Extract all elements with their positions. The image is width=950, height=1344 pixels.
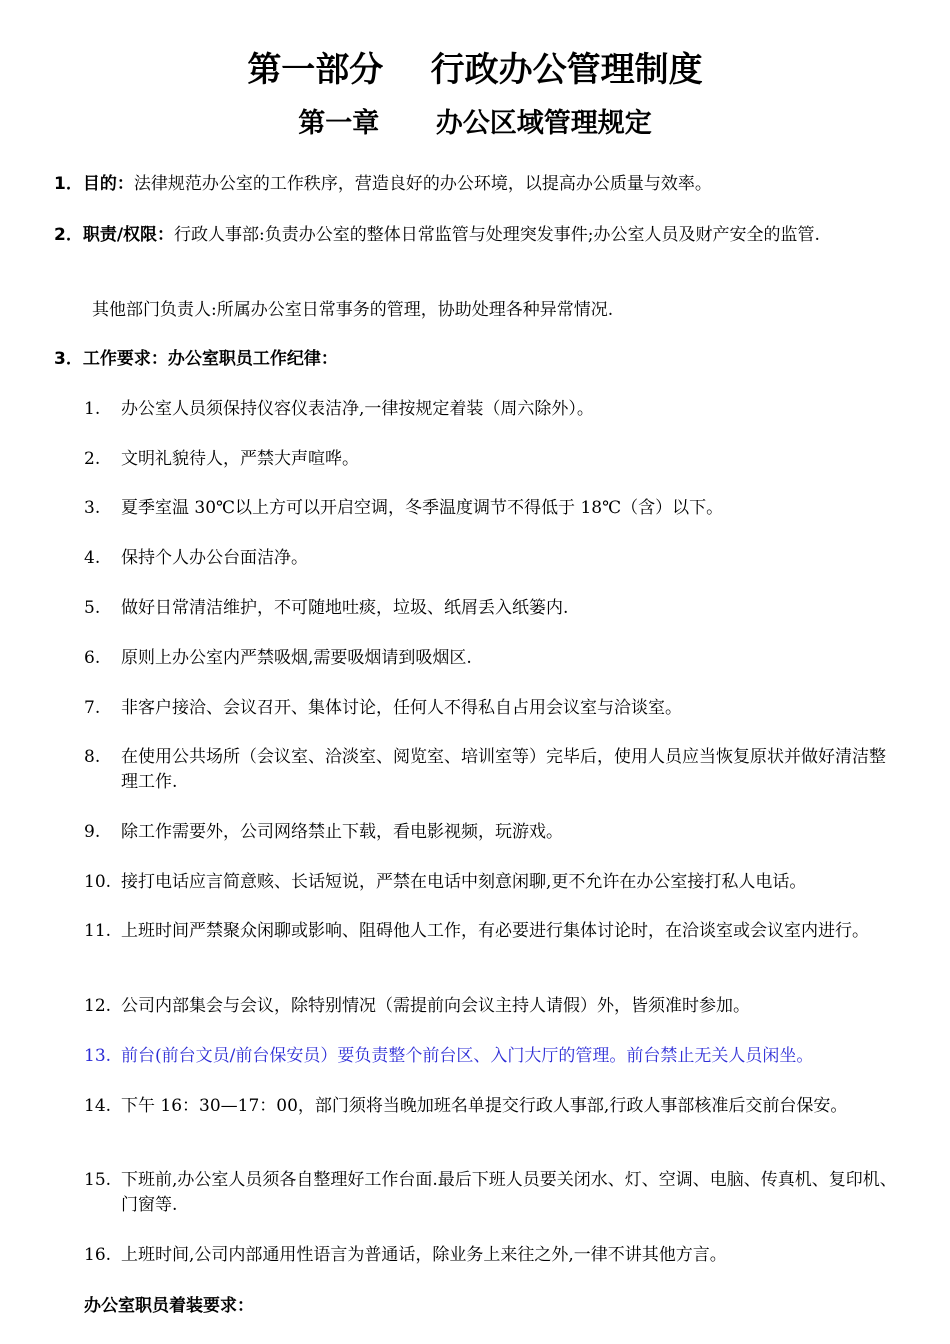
list-item-text: 除工作需要外，公司网络禁止下载，看电影视频，玩游戏。: [121, 822, 563, 842]
list-item-text: 做好日常清洁维护，不可随地吐痰，垃圾、纸屑丢入纸篓内.: [121, 598, 569, 618]
list-item-text: 上班时间,公司内部通用性语言为普通话，除业务上来往之外,一律不讲其他方言。: [121, 1245, 727, 1265]
list-item-number: 13.: [84, 1046, 112, 1066]
purpose-paragraph: [54, 172, 900, 197]
list-item: [84, 447, 900, 472]
list-item: [84, 496, 900, 521]
requirements-heading: 3．工作要求：办公室职员工作纪律：: [54, 349, 338, 369]
duties-text: 行政人事部:负责办公室的整体日常监管与处理突发事件;办公室人员及财产安全的监管.: [174, 225, 820, 245]
part-title: 第一部分 行政办公管理制度: [247, 50, 703, 90]
purpose-text: 法律规范办公室的工作秩序，营造良好的办公环境，以提高办公质量与效率。: [133, 174, 712, 194]
chapter-title: 第一章 办公区域管理规定: [298, 108, 652, 139]
list-item-number: 11.: [84, 921, 112, 941]
list-item-number: 7.: [84, 698, 101, 718]
dress-code-heading: 办公室职员着装要求：: [84, 1296, 254, 1316]
list-item-number: 15.: [84, 1170, 112, 1190]
purpose-label: 1．目的：: [54, 174, 134, 194]
list-item-text: 保持个人办公台面洁净。: [121, 548, 308, 568]
list-item-number: 8.: [84, 747, 101, 767]
list-item: [84, 745, 900, 795]
list-item-number: 2.: [84, 449, 101, 469]
list-item-text: 上班时间严禁聚众闲聊或影响、阻碍他人工作，有必要进行集体讨论时，在洽谈室或会议室内进行。: [121, 921, 869, 941]
list-item-number: 16.: [84, 1245, 112, 1265]
list-item-text: 接打电话应言简意赅、长话短说，严禁在电话中刻意闲聊,更不允许在办公室接打私人电话。: [121, 872, 807, 892]
list-item: [84, 696, 900, 721]
list-item: [84, 596, 900, 621]
list-item-number: 12.: [84, 996, 112, 1016]
list-item-number: 1.: [84, 399, 101, 419]
list-item-text: 下班前,办公室人员须各自整理好工作台面.最后下班人员要关闭水、灯、空调、电脑、传真机、复印机、门窗等.: [121, 1170, 897, 1215]
list-item-highlighted: [84, 1044, 900, 1069]
list-item-text: 非客户接洽、会议召开、集体讨论，任何人不得私自占用会议室与洽谈室。: [121, 698, 682, 718]
list-item-number: 14.: [84, 1096, 112, 1116]
list-item-text: 文明礼貌待人，严禁大声喧哗。: [121, 449, 359, 469]
list-item-number: 9.: [84, 822, 101, 842]
list-item: [84, 870, 900, 895]
list-item-text: 公司内部集会与会议，除特别情况（需提前向会议主持人请假）外，皆须准时参加。: [121, 996, 750, 1016]
list-item-text: 下午 16：30—17：00，部门须将当晚加班名单提交行政人事部,行政人事部核准后交前台保安。: [121, 1096, 848, 1116]
list-item: [84, 919, 900, 944]
list-item: [84, 646, 900, 671]
list-item: [84, 1168, 900, 1218]
list-item: [84, 820, 900, 845]
list-item: [84, 397, 900, 422]
list-item-text: 办公室人员须保持仪容仪表洁净,一律按规定着装（周六除外）。: [121, 399, 594, 419]
list-item: [84, 546, 900, 571]
list-item: [84, 1243, 900, 1268]
list-item-text: 前台(前台文员/前台保安员）要负责整个前台区、入门大厅的管理。前台禁止无关人员闲坐。: [121, 1046, 814, 1066]
duties-label: 2．职责/权限：: [54, 225, 175, 245]
duties-paragraph: [54, 223, 900, 248]
list-item-text: 在使用公共场所（会议室、洽淡室、阅览室、培训室等）完毕后，使用人员应当恢复原状并做好清洁整理工作.: [121, 747, 886, 792]
other-departments-paragraph: 其他部门负责人:所属办公室日常事务的管理，协助处理各种异常情况.: [92, 300, 614, 320]
list-item-number: 6.: [84, 648, 101, 668]
list-item-text: 夏季室温 30℃以上方可以开启空调，冬季温度调节不得低于 18℃（含）以下。: [121, 498, 724, 518]
list-item: [84, 1094, 900, 1119]
list-item: [84, 994, 900, 1019]
list-item-number: 5.: [84, 598, 101, 618]
list-item-number: 4.: [84, 548, 101, 568]
list-item-number: 10.: [84, 872, 112, 892]
list-item-number: 3.: [84, 498, 101, 518]
list-item-text: 原则上办公室内严禁吸烟,需要吸烟请到吸烟区.: [121, 648, 472, 668]
